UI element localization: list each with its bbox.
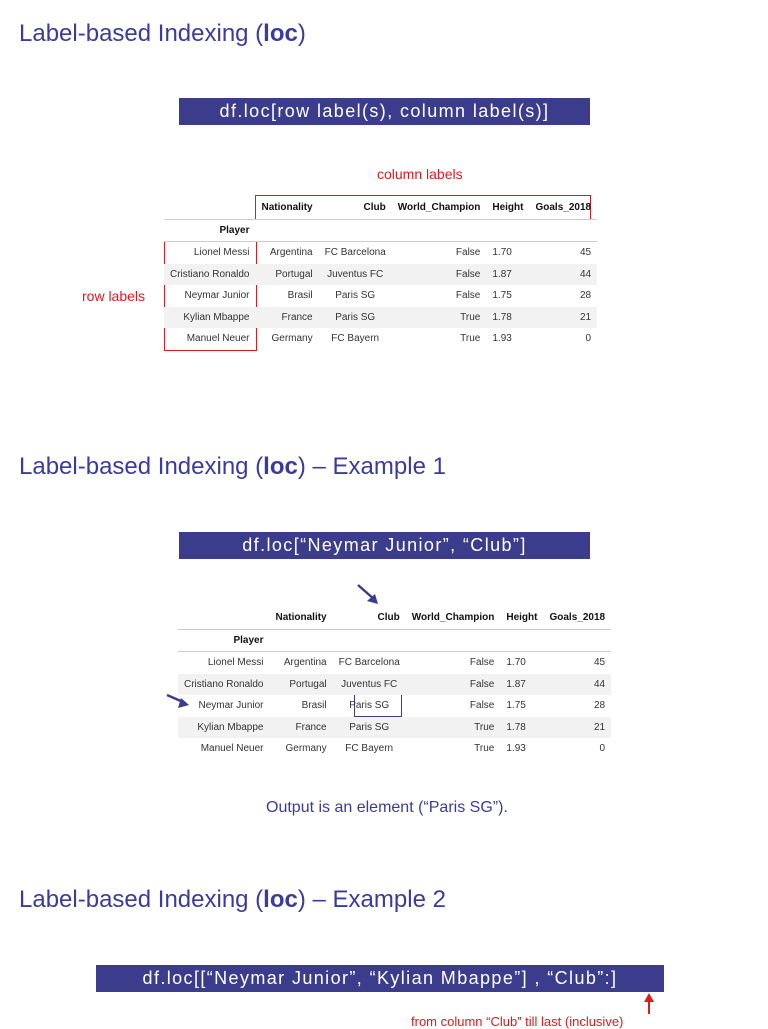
column-labels-note: column labels <box>377 166 463 182</box>
cell: 28 <box>579 290 592 302</box>
arrow-down-right-icon <box>355 582 383 608</box>
cell: Paris SG <box>319 307 392 329</box>
cell: 1.93 <box>492 333 512 345</box>
row-label: Neymar Junior <box>198 700 264 712</box>
row-label: Neymar Junior <box>184 290 250 302</box>
section1-heading <box>19 20 306 48</box>
row-label: Lionel Messi <box>207 657 264 669</box>
cell: FC Barcelona <box>324 247 386 259</box>
cell: 1.78 <box>486 307 529 329</box>
heading-text: Label-based Indexing ( <box>19 886 264 913</box>
selected-cell: Paris SG <box>349 700 390 712</box>
index-header-blank <box>178 607 270 629</box>
row-label: Kylian Mbappe <box>178 717 270 739</box>
row-label: Manuel Neuer <box>186 333 250 345</box>
cell: 1.75 <box>506 700 526 712</box>
col-header: Height <box>506 612 538 624</box>
cell: 21 <box>529 307 597 329</box>
section2-heading <box>19 453 446 481</box>
cell: 0 <box>585 333 592 345</box>
cell: False <box>406 674 501 696</box>
col-header: World_Champion <box>397 202 481 214</box>
table-row <box>178 738 611 760</box>
cell: FC Bayern <box>345 743 394 755</box>
bottom-note: from column “Club” till last (inclusive) <box>411 1014 624 1029</box>
table-row <box>178 652 611 674</box>
cell: Juventus FC <box>319 264 392 286</box>
cell: Argentina <box>283 657 327 669</box>
cell: Portugal <box>270 674 333 696</box>
col-header: Goals_2018 <box>549 612 606 624</box>
heading-text: Label-based Indexing ( <box>19 453 264 480</box>
cell: FC Barcelona <box>338 657 400 669</box>
table-row <box>164 285 597 307</box>
col-header: Goals_2018 <box>535 202 592 214</box>
table-row <box>164 242 597 264</box>
row-label: Cristiano Ronaldo <box>164 264 256 286</box>
table-row <box>164 264 597 286</box>
cell: 0 <box>599 743 606 755</box>
table-row <box>164 328 597 350</box>
cell: False <box>392 264 487 286</box>
dataframe-table-2 <box>178 607 611 760</box>
section3-heading <box>19 886 446 914</box>
col-header: Nationality <box>275 612 327 624</box>
cell: 1.93 <box>506 743 526 755</box>
cell: True <box>392 307 487 329</box>
col-header: Height <box>492 202 524 214</box>
cell: Germany <box>285 743 327 755</box>
heading-text: ) <box>297 20 306 47</box>
arrow-up-icon <box>642 992 656 1016</box>
cell: France <box>270 717 333 739</box>
cell: Paris SG <box>333 717 406 739</box>
row-label: Manuel Neuer <box>200 743 264 755</box>
cell: Brasil <box>287 290 313 302</box>
table-row <box>178 717 611 739</box>
cell: 44 <box>529 264 597 286</box>
cell: 44 <box>543 674 611 696</box>
cell: False <box>455 290 481 302</box>
heading-bold: loc <box>263 886 298 913</box>
cell: 1.70 <box>506 657 526 669</box>
index-name: Player <box>164 219 256 242</box>
heading-text: ) – Example 1 <box>297 453 446 480</box>
table-row <box>178 695 611 717</box>
section2-code: df.loc[“Neymar Junior”, “Club”] <box>179 532 590 559</box>
output-note: Output is an element (“Paris SG”). <box>266 799 508 816</box>
cell: Paris SG <box>335 290 376 302</box>
col-header: World_Champion <box>411 612 495 624</box>
row-label: Lionel Messi <box>193 247 250 259</box>
section1-code: df.loc[row label(s), column label(s)] <box>179 98 590 125</box>
cell: Juventus FC <box>333 674 406 696</box>
cell: France <box>256 307 319 329</box>
table-row <box>164 307 597 329</box>
cell: True <box>460 333 481 345</box>
cell: Argentina <box>269 247 313 259</box>
col-header: Club <box>363 202 386 214</box>
cell: FC Bayern <box>331 333 380 345</box>
cell: 21 <box>543 717 611 739</box>
cell: 45 <box>579 247 592 259</box>
col-header: Club <box>377 612 400 624</box>
cell: False <box>455 247 481 259</box>
cell: Germany <box>271 333 313 345</box>
heading-bold: loc <box>263 453 298 480</box>
index-header-blank <box>164 197 256 219</box>
heading-bold: loc <box>263 20 298 47</box>
row-label: Cristiano Ronaldo <box>178 674 270 696</box>
cell: True <box>406 717 501 739</box>
dataframe-table-1 <box>164 197 597 350</box>
cell: 28 <box>593 700 606 712</box>
row-labels-note: row labels <box>82 288 146 304</box>
cell: 1.87 <box>500 674 543 696</box>
heading-text: ) – Example 2 <box>297 886 446 913</box>
index-name: Player <box>178 629 270 652</box>
cell: Portugal <box>256 264 319 286</box>
cell: Brasil <box>301 700 327 712</box>
row-label: Kylian Mbappe <box>164 307 256 329</box>
cell: 1.78 <box>500 717 543 739</box>
section3-code: df.loc[[“Neymar Junior”, “Kylian Mbappe”] , “Club”:] <box>96 965 664 992</box>
cell: True <box>474 743 495 755</box>
cell: 1.75 <box>492 290 512 302</box>
cell: 1.70 <box>492 247 512 259</box>
cell: False <box>469 657 495 669</box>
cell: 1.87 <box>486 264 529 286</box>
table-row <box>178 674 611 696</box>
col-header: Nationality <box>261 202 313 214</box>
cell: 45 <box>593 657 606 669</box>
heading-text: Label-based Indexing ( <box>19 20 264 47</box>
cell: False <box>469 700 495 712</box>
